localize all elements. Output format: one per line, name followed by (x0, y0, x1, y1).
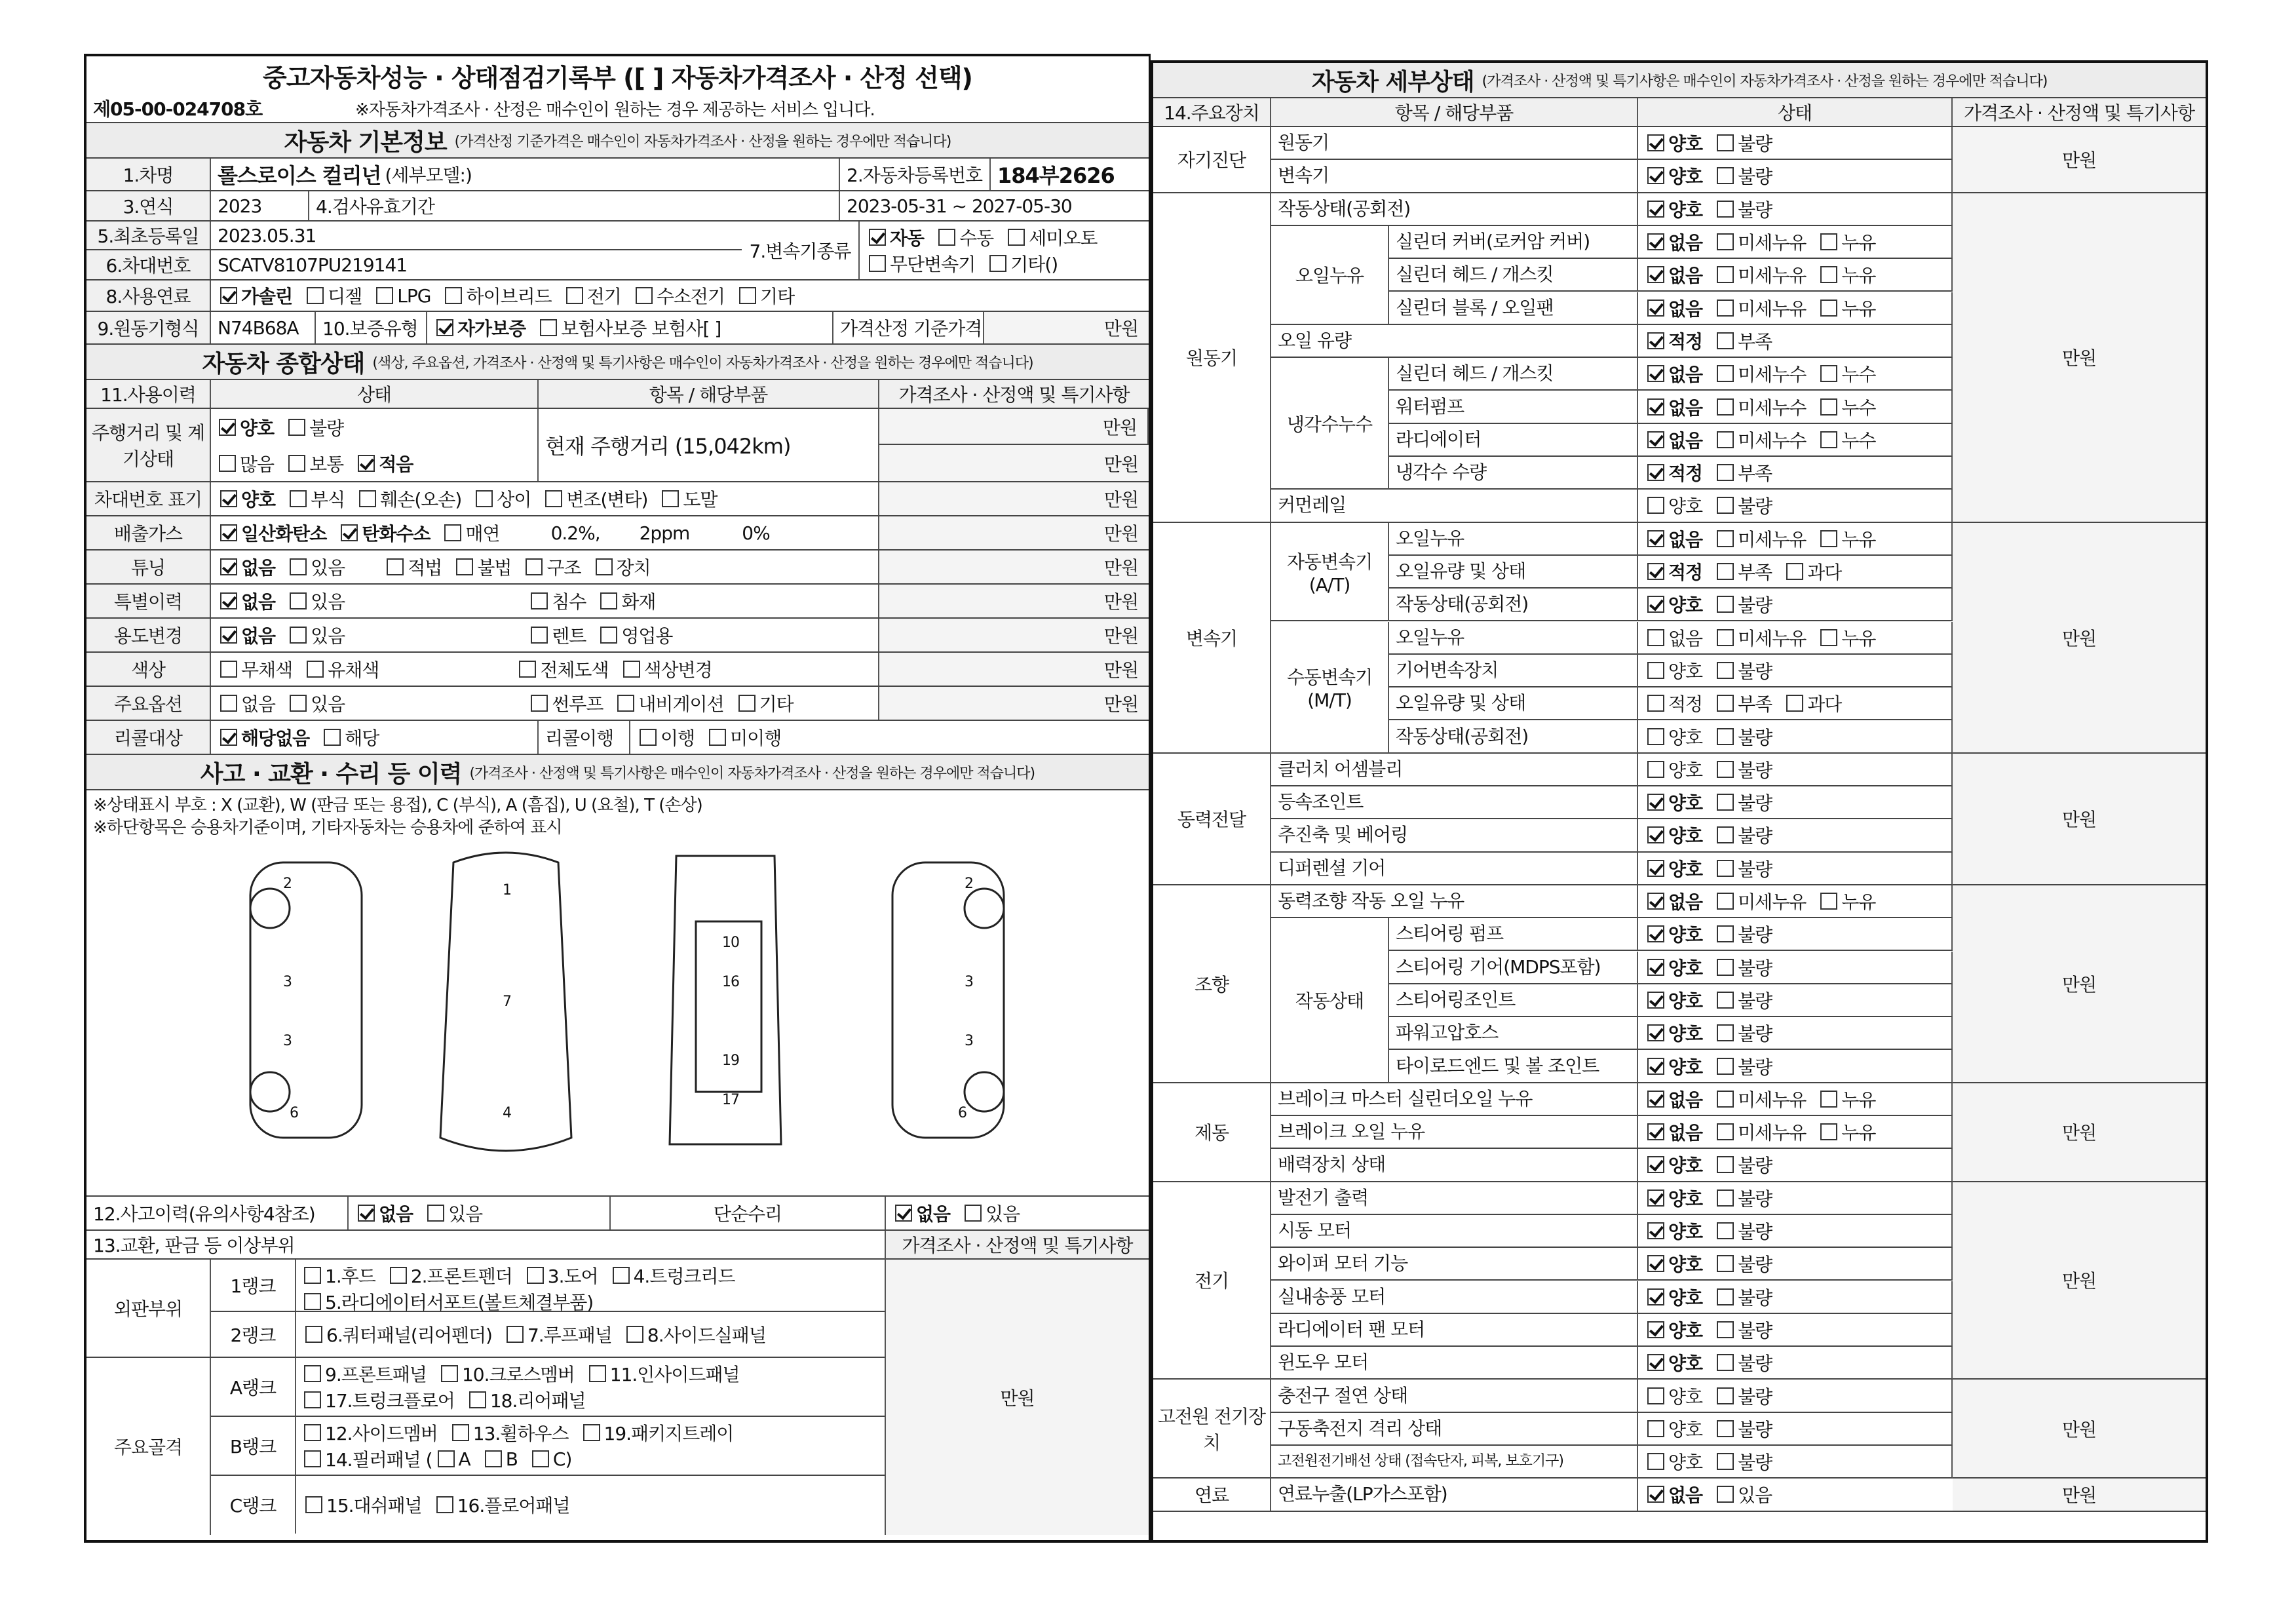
label-vin: 6.차대번호 (86, 250, 211, 279)
checkbox-icon[interactable] (1717, 959, 1734, 976)
checkbox-icon[interactable] (1717, 695, 1734, 712)
vin-value: SCATV8107PU219141 (218, 254, 408, 276)
detail-state: 적정 부족 과다 (1638, 556, 1953, 589)
checkbox-icon[interactable] (1717, 1123, 1734, 1140)
accident-section-title: 사고 · 교환 · 수리 등 이력 (가격조사 · 산정액 및 특기사항은 매수인이 자동차가격조사 · 산정을 원하는 경우에만 적습니다) (86, 755, 1149, 789)
checkbox-icon[interactable] (1717, 761, 1734, 778)
checkbox-icon[interactable] (1647, 1156, 1664, 1173)
detail-state: 양호 불량 (1638, 754, 1953, 786)
checkbox-icon[interactable] (1647, 1354, 1664, 1371)
detail-item: 연료누출(LP가스포함) (1271, 1479, 1638, 1511)
label-valid: 4.검사유효기간 (309, 191, 840, 220)
checkbox-icon[interactable] (1717, 992, 1734, 1009)
label-transmission: 7.변속기종류 (742, 222, 860, 279)
subgroup-label: 오일누유 (1271, 226, 1389, 325)
detail-item: 실린더 블록 / 오일팬 (1389, 292, 1638, 325)
checkbox-icon[interactable] (1820, 431, 1837, 448)
checkbox-icon[interactable] (1647, 431, 1664, 448)
checkbox-icon[interactable] (1717, 1255, 1734, 1272)
detail-state: 양호 불량 (1638, 589, 1953, 621)
label-fuel: 8.사용연료 (86, 280, 211, 311)
detail-state: 적정 부족 (1638, 325, 1953, 358)
checkbox-icon[interactable] (1647, 1486, 1664, 1503)
label-parts: 13.교환, 판금 등 이상부위 (93, 1235, 295, 1256)
detail-section-title: 자동차 세부상태 (가격조사 · 산정액 및 특기사항은 매수인이 자동차가격조사 · 산정을 원하는 경우에만 적습니다) (1153, 63, 2206, 97)
detail-state: 적정 부족 (1638, 457, 1953, 490)
group-label: 고전원 전기장치 (1153, 1380, 1271, 1479)
checkbox-icon[interactable] (1717, 365, 1734, 382)
checkbox-icon[interactable] (1647, 1453, 1664, 1470)
group-label: 동력전달 (1153, 754, 1271, 885)
checkbox-icon[interactable] (1717, 1453, 1734, 1470)
checkbox-icon[interactable] (1717, 893, 1734, 910)
detail-item: 라디에이터 (1389, 424, 1638, 457)
detail-item: 작동상태(공회전) (1389, 589, 1638, 621)
checkbox-icon[interactable] (1717, 134, 1734, 151)
detail-item: 고전원전기배선 상태 (접속단자, 피복, 보호기구) (1271, 1446, 1638, 1479)
detail-item: 타이로드엔드 및 볼 조인트 (1389, 1050, 1638, 1083)
detail-state: 없음 미세누유 누유 (1638, 622, 1953, 655)
detail-state: 양호 불량 (1638, 786, 1953, 819)
checkbox-icon[interactable] (1647, 201, 1664, 218)
detail-state: 없음 미세누수 누수 (1638, 391, 1953, 423)
checkbox-icon[interactable] (1717, 266, 1734, 283)
detail-item: 스티어링 펌프 (1389, 918, 1638, 951)
detail-state: 양호 불량 (1638, 490, 1953, 522)
reg-number: 184부2626 (997, 163, 1115, 188)
checkbox-icon[interactable] (1820, 893, 1837, 910)
label-year: 3.연식 (86, 191, 211, 220)
label-frame: 주요골격 (86, 1358, 211, 1535)
checkbox-icon[interactable] (1647, 266, 1664, 283)
checkbox-icon[interactable] (1717, 860, 1734, 877)
group-price: 만원 (1953, 1479, 2206, 1511)
detail-state: 양호 불량 (1638, 127, 1953, 160)
checkbox-icon[interactable] (1717, 332, 1734, 349)
checkbox-icon[interactable] (1820, 300, 1837, 317)
group-label: 전기 (1153, 1182, 1271, 1380)
checkbox-icon[interactable] (1647, 992, 1664, 1009)
detail-state: 양호 불량 (1638, 1281, 1953, 1314)
checkbox-icon[interactable] (1717, 563, 1734, 580)
detail-state: 양호 불량 (1638, 853, 1953, 885)
group-price: 만원 (1953, 1083, 2206, 1182)
checkbox-icon[interactable] (1647, 925, 1664, 942)
accident-legend: ※상태표시 부호 : X (교환), W (판금 또는 용접), C (부식), A (흠집), U (요철), T (손상) ※하단항목은 승용차기준이며, 기타자동차는 승용차에 준하여 표시 (93, 796, 702, 838)
group-price: 만원 (1953, 193, 2206, 523)
checkbox-icon[interactable] (1820, 1123, 1837, 1140)
detail-item: 시동 모터 (1271, 1215, 1638, 1248)
base-price: 만원 (984, 312, 1149, 343)
checkbox-icon[interactable] (1647, 662, 1664, 679)
checkbox-icon[interactable] (1647, 629, 1664, 646)
checkbox-icon[interactable] (1717, 201, 1734, 218)
detail-item: 파워고압호스 (1389, 1017, 1638, 1050)
checkbox-icon[interactable] (1717, 1189, 1734, 1207)
label-engine: 9.원동기형식 (86, 312, 211, 343)
group-price: 만원 (1953, 885, 2206, 1083)
detail-state: 양호 불량 (1638, 1017, 1953, 1050)
left-panel: 중고자동차성능 · 상태점검기록부 ([ ] 자동차가격조사 · 산정 선택) 제05-00-024708호 ※자동차가격조사 · 산정은 매수인이 원하는 경우 제공하는 서비스 입니다. 자동차 기본정보 (가격산정 기준가격은 매수인이 자동차가격조사 · 산정을 원하는 경우에만 적습니다) 1.차명 롤스로이스 컬리넌 (세부모델:) 2.자동차등록번호 184부2626 3.연식 2023 4.검사유효기간 2023-05-31 ~ 2027-05-30 5.최초등록일 2023.05.31 6.차대번호 SCATV8107PU219141 7.변속기종류 자동 수동 세미오토 무단변속기 기타() 8.사용연료 가솔린 디젤 LPG 하이브리드 전기 수소전기 기타 9.원동기형식 N74B68A 10.보증유형 자가보증 보험사보증 보험사[ ] 가격산정 기준가격 만원 자동차 종합상태 (색상, 주요옵션, 가격조사 · 산정액 및 특기사항은 매수인이 자동차가격조사 · 산정을 원하는 경우에만 적습니다) 11.사용이력 상태 항목 / 해당부품 가격조사 · 산정액 및 특기사항 주행거리 및 계기상태 양호 불량 많음 보통 적음 현재 주행거리 (15,042km) 만원 만원 차대번호 표기 양호 부식 훼손(오손) 상이 변조(변타) 도말 만원 배출가스 일산화탄소 탄화수소 매연 0.2%, 2ppm 0% 만원 튜닝 없음 있음 적법 불법 구조 장치 만원 특별이력 없음 있음 침수 화재 만원 용도변경 없음 있음 렌트 영업용 만원 색상 무채색 유채색 전체도색 색상변경 만원 주요옵션 없음 있음 썬루프 내비게이션 기타 만원 리콜대상 해당없음 해당 리콜이행 이행 미이행 사고 · 교환 · 수리 등 이력 (가격조사 · 산정액 및 특기사항은 매수인이 자동차가격조사 · 산정을 원하는 경우에만 적습니다) ※상태표시 부호 : X (교환), W (판금 또는 용접), C (부식), A (흠집), U (요철), T (손상) ※하단항목은 승용차기준이며, 기타자동차는 승용차에 준하여 표시 2 3 3 6 1 7 4 10 16 19 17 2 3 3 6 12.사고이력(유의사항4참조) 없음 있음 단순수리 없음 있음 13.교환, 판금 등 이상부위 외판부위 1랭크 1.후드 2.프론트펜더 3.도어 4.트렁크리드 5.라디에이터서포트(볼트체결부품) 2랭크 6.쿼터패널(리어펜더) 7.루프패널 8.사이드실패널 주요골격 A랭크 9.프론트패널 10.크로스멤버 11.인사이드패널 17.트렁크플로어 18.리어패널 B랭크 12.사이드멤버 13.휠하우스 19.패키지트레이 14.필러패널 ( A B C) C랭크 15.대쉬패널 16.플로어패널 가격조사 · 산정액 및 특기사항 만원 (84, 54, 1151, 1543)
label-mileage: 주행거리 및 계기상태 (86, 409, 211, 481)
valid-value: 2023-05-31 ~ 2027-05-30 (847, 195, 1072, 217)
checkbox-icon[interactable] (1647, 1024, 1664, 1041)
checkbox-icon[interactable] (1647, 332, 1664, 349)
detail-state: 양호 불량 (1638, 1182, 1953, 1215)
detail-state: 양호 불량 (1638, 952, 1953, 984)
group-label: 변속기 (1153, 523, 1271, 754)
detail-state: 없음 미세누유 누유 (1638, 523, 1953, 556)
detail-state: 양호 불량 (1638, 720, 1953, 753)
detail-state: 양호 불량 (1638, 1248, 1953, 1281)
checkbox-icon[interactable] (1717, 464, 1734, 481)
group-price: 만원 (1953, 523, 2206, 754)
detail-state: 양호 불량 (1638, 1413, 1953, 1446)
checkbox-icon[interactable] (1647, 860, 1664, 877)
checkbox-icon[interactable] (1647, 1091, 1664, 1108)
detail-state: 없음 미세누수 누수 (1638, 358, 1953, 391)
checkbox-icon[interactable] (1647, 1420, 1664, 1437)
detail-state: 없음 미세누유 누유 (1638, 226, 1953, 259)
header-price: 가격조사 · 산정액 및 특기사항 (879, 380, 1149, 408)
detail-item: 작동상태(공회전) (1389, 720, 1638, 753)
subgroup-label: 냉각수누수 (1271, 358, 1389, 490)
checkbox-icon[interactable] (1717, 1387, 1734, 1404)
checkbox-icon[interactable] (1647, 497, 1664, 514)
checkbox-icon[interactable] (1717, 1058, 1734, 1075)
label-use-change: 용도변경 (86, 619, 211, 651)
checkbox-icon[interactable] (1717, 1420, 1734, 1437)
header-item: 항목 / 해당부품 (539, 380, 879, 408)
label-accident-history: 12.사고이력(유의사항4참조) (86, 1197, 349, 1229)
detail-item: 실린더 헤드 / 개스킷 (1389, 259, 1638, 292)
checkbox-icon[interactable] (1647, 167, 1664, 184)
detail-state: 양호 불량 (1638, 1314, 1953, 1347)
detail-item: 오일유량 및 상태 (1389, 687, 1638, 720)
detail-item: 발전기 출력 (1271, 1182, 1638, 1215)
car-name: 롤스로이스 컬리넌 (218, 163, 381, 188)
group-price: 만원 (1953, 754, 2206, 885)
checkbox-icon[interactable] (1717, 1354, 1734, 1371)
doc-title-row (86, 56, 1149, 94)
label-outer: 외판부위 (86, 1260, 211, 1357)
detail-state: 양호 불량 (1638, 918, 1953, 951)
detail-state: 양호 불량 (1638, 1446, 1953, 1479)
checkbox-icon[interactable] (1717, 1091, 1734, 1108)
right-panel (1151, 60, 2208, 1543)
checkbox-icon[interactable] (1647, 233, 1664, 250)
detail-state: 없음 있음 (1638, 1479, 1953, 1511)
detail-item: 동력조향 작동 오일 누유 (1271, 885, 1638, 918)
group-label: 조향 (1153, 885, 1271, 1083)
header-history: 11.사용이력 (86, 380, 211, 408)
checkbox-icon[interactable] (1647, 1222, 1664, 1239)
group-price: 만원 (1953, 127, 2206, 193)
label-vin-mark: 차대번호 표기 (86, 482, 211, 515)
group-label: 연료 (1153, 1479, 1271, 1511)
detail-state: 없음 미세누유 누유 (1638, 259, 1953, 292)
checkbox-icon[interactable] (1717, 925, 1734, 942)
checkbox-icon[interactable] (1647, 1321, 1664, 1338)
checkbox-icon[interactable] (1647, 1288, 1664, 1305)
checkbox-icon[interactable] (1820, 629, 1837, 646)
checkbox-icon[interactable] (1647, 893, 1664, 910)
detail-state: 양호 불량 (1638, 984, 1953, 1017)
fuel-row: 8.사용연료 가솔린 디젤 LPG 하이브리드 전기 수소전기 기타 (86, 280, 1149, 312)
checkbox-icon[interactable] (1647, 398, 1664, 416)
detail-item: 브레이크 마스터 실린더오일 누유 (1271, 1083, 1638, 1116)
detail-item: 배력장치 상태 (1271, 1149, 1638, 1182)
checkbox-icon[interactable] (1647, 826, 1664, 843)
detail-state: 양호 불량 (1638, 1149, 1953, 1182)
label-base-price: 가격산정 기준가격 (833, 312, 984, 343)
detail-item: 디퍼렌셜 기어 (1271, 853, 1638, 885)
detail-state: 없음 미세누수 누수 (1638, 424, 1953, 457)
detail-item: 클러치 어셈블리 (1271, 754, 1638, 786)
detail-item: 원동기 (1271, 127, 1638, 160)
checkbox-icon[interactable] (1647, 596, 1664, 613)
group-label: 자기진단 (1153, 127, 1271, 193)
doc-note: ※자동차가격조사 · 산정은 매수인이 원하는 경우 제공하는 서비스 입니다. (355, 100, 875, 120)
engine-value: N74B68A (211, 312, 316, 343)
checkbox-icon[interactable] (1647, 695, 1664, 712)
checkbox-icon[interactable] (1717, 596, 1734, 613)
checkbox-icon[interactable] (1820, 1091, 1837, 1108)
detail-state: 양호 불량 (1638, 160, 1953, 193)
detail-item: 브레이크 오일 누유 (1271, 1116, 1638, 1149)
car-diagram: 2 3 3 6 1 7 4 10 16 19 17 2 3 3 6 (86, 843, 1149, 1197)
detail-item: 실린더 커버(로커암 커버) (1389, 226, 1638, 259)
detail-item: 실내송풍 모터 (1271, 1281, 1638, 1314)
subgroup-label: 자동변속기 (A/T) (1271, 523, 1389, 622)
detail-item: 추진축 및 베어링 (1271, 819, 1638, 852)
label-tuning: 튜닝 (86, 551, 211, 583)
subgroup-label: 수동변속기 (M/T) (1271, 622, 1389, 754)
detail-state: 양호 불량 (1638, 1050, 1953, 1083)
checkbox-icon[interactable] (1647, 134, 1664, 151)
header-main-device: 14.주요장치 (1153, 98, 1271, 126)
parts-price: 만원 (1000, 1387, 1035, 1409)
checkbox-icon[interactable] (1647, 761, 1664, 778)
checkbox-icon[interactable] (1717, 1288, 1734, 1305)
basic-row-1: 1.차명 롤스로이스 컬리넌 (세부모델:) 2.자동차등록번호 184부2626 (86, 159, 1149, 191)
checkbox-icon[interactable] (1717, 1321, 1734, 1338)
detail-item: 작동상태(공회전) (1271, 193, 1638, 226)
checkbox-icon[interactable] (1786, 563, 1803, 580)
basic-section-title: 자동차 기본정보 (가격산정 기준가격은 매수인이 자동차가격조사 · 산정을 원하는 경우에만 적습니다) (86, 123, 1149, 157)
detail-item: 변속기 (1271, 160, 1638, 193)
header-detail-state: 상태 (1638, 98, 1953, 126)
checkbox-icon[interactable] (1786, 695, 1803, 712)
detail-state: 양호 불량 (1638, 655, 1953, 687)
checkbox-icon[interactable] (1647, 794, 1664, 811)
checkbox-icon[interactable] (1647, 563, 1664, 580)
checkbox-icon[interactable] (1820, 266, 1837, 283)
detail-state: 양호 불량 (1638, 819, 1953, 852)
doc-number-row (86, 94, 1149, 123)
detail-state: 양호 불량 (1638, 1347, 1953, 1380)
detail-item: 오일유량 및 상태 (1389, 556, 1638, 589)
detail-item: 충전구 절연 상태 (1271, 1380, 1638, 1412)
detail-state: 없음 미세누유 누유 (1638, 1116, 1953, 1149)
detail-item: 기어변속장치 (1389, 655, 1638, 687)
detail-state: 양호 불량 (1638, 193, 1953, 226)
detail-item: 오일 유량 (1271, 325, 1638, 358)
detail-item: 스티어링 기어(MDPS포함) (1389, 952, 1638, 984)
label-simple-repair: 단순수리 (611, 1197, 886, 1229)
checkbox-icon[interactable] (1717, 431, 1734, 448)
checkbox-icon[interactable] (1647, 464, 1664, 481)
detail-item: 라디에이터 팬 모터 (1271, 1314, 1638, 1347)
checkbox-icon[interactable] (1647, 1255, 1664, 1272)
checkbox-icon[interactable] (1647, 530, 1664, 547)
checkbox-icon[interactable] (1647, 1387, 1664, 1404)
doc-number: 제05-00-024708호 (93, 98, 263, 120)
label-option: 주요옵션 (86, 687, 211, 720)
group-price: 만원 (1953, 1380, 2206, 1479)
checkbox-icon[interactable] (1647, 728, 1664, 745)
group-label: 제동 (1153, 1083, 1271, 1182)
checkbox-icon[interactable] (1820, 365, 1837, 382)
detail-item: 스티어링조인트 (1389, 984, 1638, 1017)
label-color: 색상 (86, 653, 211, 686)
checkbox-icon[interactable] (1820, 530, 1837, 547)
group-price: 만원 (1953, 1182, 2206, 1380)
label-reg: 2.자동차등록번호 (840, 159, 991, 190)
checkbox-icon[interactable] (1717, 1486, 1734, 1503)
check-icon (869, 229, 886, 246)
checkbox-icon[interactable] (1717, 167, 1734, 184)
detail-item: 오일누유 (1389, 622, 1638, 655)
detail-item: 커먼레일 (1271, 490, 1638, 522)
header-state: 상태 (211, 380, 539, 408)
detail-item: 와이퍼 모터 기능 (1271, 1248, 1638, 1281)
car-outline-icon (86, 843, 1148, 1197)
checkbox-icon[interactable] (1647, 300, 1664, 317)
label-emission: 배출가스 (86, 516, 211, 549)
label-special: 특별이력 (86, 585, 211, 617)
doc-title: 중고자동차성능 · 상태점검기록부 ([ ] 자동차가격조사 · 산정 선택) (263, 63, 972, 92)
detail-state: 없음 미세누유 누유 (1638, 1083, 1953, 1116)
detail-item: 오일누유 (1389, 523, 1638, 556)
checkbox-icon[interactable] (1717, 826, 1734, 843)
detail-state: 양호 불량 (1638, 1215, 1953, 1248)
transmission-options: 자동 수동 세미오토 무단변속기 기타() (860, 222, 1149, 279)
checkbox-icon[interactable] (1717, 497, 1734, 514)
detail-item: 구동축전지 격리 상태 (1271, 1413, 1638, 1446)
detail-item: 냉각수 수량 (1389, 457, 1638, 490)
checkbox-icon[interactable] (1717, 530, 1734, 547)
detail-item: 실린더 헤드 / 개스킷 (1389, 358, 1638, 391)
checkbox-icon[interactable] (1717, 1156, 1734, 1173)
header-detail-item: 항목 / 해당부품 (1271, 98, 1638, 126)
detail-item: 워터펌프 (1389, 391, 1638, 423)
header-detail-price: 가격조사 · 산정액 및 특기사항 (1953, 98, 2206, 126)
checkbox-icon[interactable] (1647, 1123, 1664, 1140)
checkbox-icon[interactable] (1820, 233, 1837, 250)
detail-state: 양호 불량 (1638, 1380, 1953, 1412)
checkbox-icon[interactable] (1717, 1222, 1734, 1239)
mileage-value: 현재 주행거리 (15,042km) (539, 409, 879, 481)
group-label: 원동기 (1153, 193, 1271, 523)
label-warranty: 10.보증유형 (316, 312, 427, 343)
subgroup-label: 작동상태 (1271, 918, 1389, 1083)
checkbox-icon[interactable] (1717, 1024, 1734, 1041)
detail-item: 등속조인트 (1271, 786, 1638, 819)
detail-item: 윈도우 모터 (1271, 1347, 1638, 1380)
label-recall-fix: 리콜이행 (539, 721, 630, 754)
detail-state: 없음 미세누유 누유 (1638, 292, 1953, 325)
checkbox-icon[interactable] (1717, 398, 1734, 416)
overall-section-title: 자동차 종합상태 (색상, 주요옵션, 가격조사 · 산정액 및 특기사항은 매수인이 자동차가격조사 · 산정을 원하는 경우에만 적습니다) (86, 345, 1149, 379)
year-value: 2023 (211, 191, 309, 220)
checkbox-icon[interactable] (1820, 398, 1837, 416)
detail-state: 적정 부족 과다 (1638, 687, 1953, 720)
checkbox-icon[interactable] (1647, 1189, 1664, 1207)
detail-state: 없음 미세누유 누유 (1638, 885, 1953, 918)
checkbox-icon[interactable] (1647, 959, 1664, 976)
checkbox-icon[interactable] (1717, 662, 1734, 679)
label-recall: 리콜대상 (86, 721, 211, 754)
checkbox-icon[interactable] (1717, 728, 1734, 745)
checkbox-icon[interactable] (1717, 300, 1734, 317)
checkbox-icon[interactable] (1647, 365, 1664, 382)
first-reg-value: 2023.05.31 (218, 224, 316, 246)
checkbox-icon[interactable] (1717, 794, 1734, 811)
checkbox-icon[interactable] (1717, 233, 1734, 250)
label-car-name: 1.차명 (86, 159, 211, 190)
checkbox-icon[interactable] (1717, 629, 1734, 646)
label-first-reg: 5.최초등록일 (86, 222, 211, 249)
checkbox-icon[interactable] (1647, 1058, 1664, 1075)
